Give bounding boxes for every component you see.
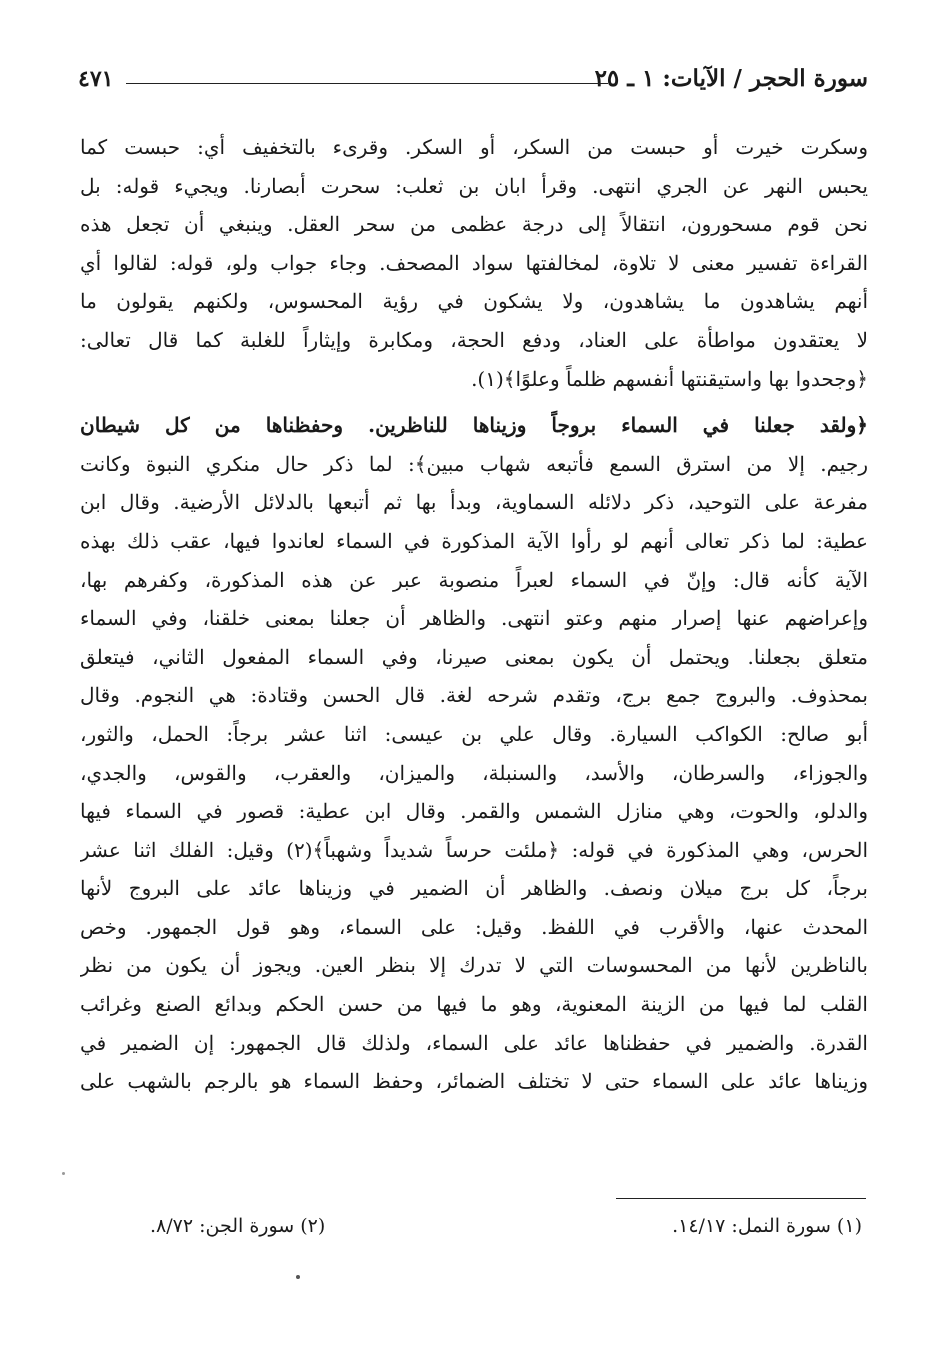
main-text	[80, 128, 868, 1101]
text-line: أبو صالح: الكواكب السيارة. وقال علي بن عيسى: اثنا عشر برجاً: الحمل، والثور،	[80, 721, 868, 746]
text-line: مفرعة على التوحيد، ذكر دلائله السماوية، وبدأ بها ثم أتبعها بالدلائل الأرضية. وقال ابن	[80, 490, 868, 515]
text-line: المحدث عنها، والأقرب في اللفظ. وقيل: على السماء، وهو قول الجمهور. وخص	[80, 914, 868, 939]
text-line: ﴿وجحدوا بها واستيقنتها أنفسهم ظلماً وعلوًا﴾(١).	[471, 366, 868, 391]
header-rule	[126, 83, 608, 84]
verse-line: ﴿ولقد جعلنا في السماء بروجاً وزيناها للناظرين. وحفظناها من كل شيطان	[80, 413, 868, 438]
text-line: أنهم يشاهدون ما يشاهدون، ولا يشكون في رؤية المحسوس، ولكنهم يقولون ما	[80, 289, 868, 314]
text-line: بمحذوف. والبروج جمع برج، وتقدم شرحه لغة. قال الحسن وقتادة: هي النجوم. وقال	[80, 683, 868, 708]
text-line: وسكرت خيرت أو حبست من السكر، أو السكر. وقرىء بالتخفيف أي: حبست كما	[80, 135, 868, 159]
text-line: متعلق بجعلنا. ويحتمل أن يكون بمعنى صيرنا، وفي السماء المفعول الثاني، فيتعلق	[80, 644, 868, 669]
text-line: القراءة تفسير معنى لا تلاوة، لمخالفتها سواد المصحف. وجاء جواب ولو، قوله: لقالوا أي	[80, 250, 868, 275]
text-line: لا يعتقدون مواطأة على العناد، ودفع الحجة، ومكابرة وإيثاراً للغلبة كما قال تعالى:	[80, 327, 868, 352]
footnote-rule	[616, 1198, 866, 1199]
text-line: القدرة. والضمير في حفظناها عائد على السماء، ولذلك قال الجمهور: إن الضمير في	[80, 1030, 868, 1055]
running-title: سورة الحجر / الآيات: ١ ـ ٢٥	[594, 65, 868, 92]
footnote-1: (١) سورة النمل: ١٤/١٧.	[672, 1215, 862, 1237]
page-number: ٤٧١	[78, 66, 114, 92]
scan-speck	[62, 1172, 65, 1175]
text-line: القلب لما فيها من الزينة المعنوية، وهو ما فيها من حسن الحكم وبدائع الصنع وغرائب	[80, 992, 868, 1017]
text-line: وإعراضهم عنها إصرار منهم وعتو انتهى. والظاهر أن جعلنا بمعنى خلقنا، وفي السماء	[80, 606, 868, 631]
text-line: وزيناها عائد على السماء حتى لا تختلف الضمائر، وحفظ السماء هو بالرجم بالشهب على	[80, 1069, 868, 1094]
text-line: بالناظرين لأنها من المحسوسات التي لا تدرك إلا بنظر العين. ويجوز أن يكون من نظر	[80, 953, 868, 978]
page-header	[78, 62, 868, 102]
text-line: الآية كأنه قال: وإنّ في السماء لعبراً منصوبة عبر عن هذه المذكورة، وكفرهم بها،	[80, 567, 868, 592]
text-line: الحرس، وهي المذكورة في قوله: ﴿ملئت حرساً شديداً وشهباً﴾(٢) وقيل: الفلك اثنا عشر	[80, 837, 868, 862]
text-line: رجيم. إلا من استرق السمع فأتبعه شهاب مبين﴾: لما ذكر حال منكري النبوة وكانت	[80, 451, 868, 476]
text-line: والجوزاء، والسرطان، والأسد، والسنبلة، والميزان، والعقرب، والقوس، والجدي،	[80, 760, 868, 785]
print-mark	[296, 1275, 300, 1279]
text-line: برجاً، كل برج ميلان ونصف. والظاهر أن الضمير في وزيناها عائد على البروج لأنها	[80, 876, 868, 901]
paragraph-gap	[80, 398, 868, 406]
text-line: نحن قوم مسحورون، انتقالاً إلى درجة عظمى من سحر العقل. وينبغي أن تجعل هذه	[80, 212, 868, 237]
text-line: والدلو، والحوت، وهي منازل الشمس والقمر. وقال ابن عطية: قصور في السماء فيها	[80, 799, 868, 824]
footnotes	[150, 1215, 862, 1251]
text-line: عطية: لما ذكر تعالى أنهم لو رأوا الآية المذكورة في السماء لعاندوا فيها، عقب ذلك بهذه	[80, 528, 868, 553]
text-line: يحبس النهر عن الجري انتهى. وقرأ ابان بن ثعلب: سحرت أبصارنا. ويجيء قوله: بل	[80, 173, 868, 198]
footnote-2: (٢) سورة الجن: ٨/٧٢.	[150, 1215, 326, 1237]
